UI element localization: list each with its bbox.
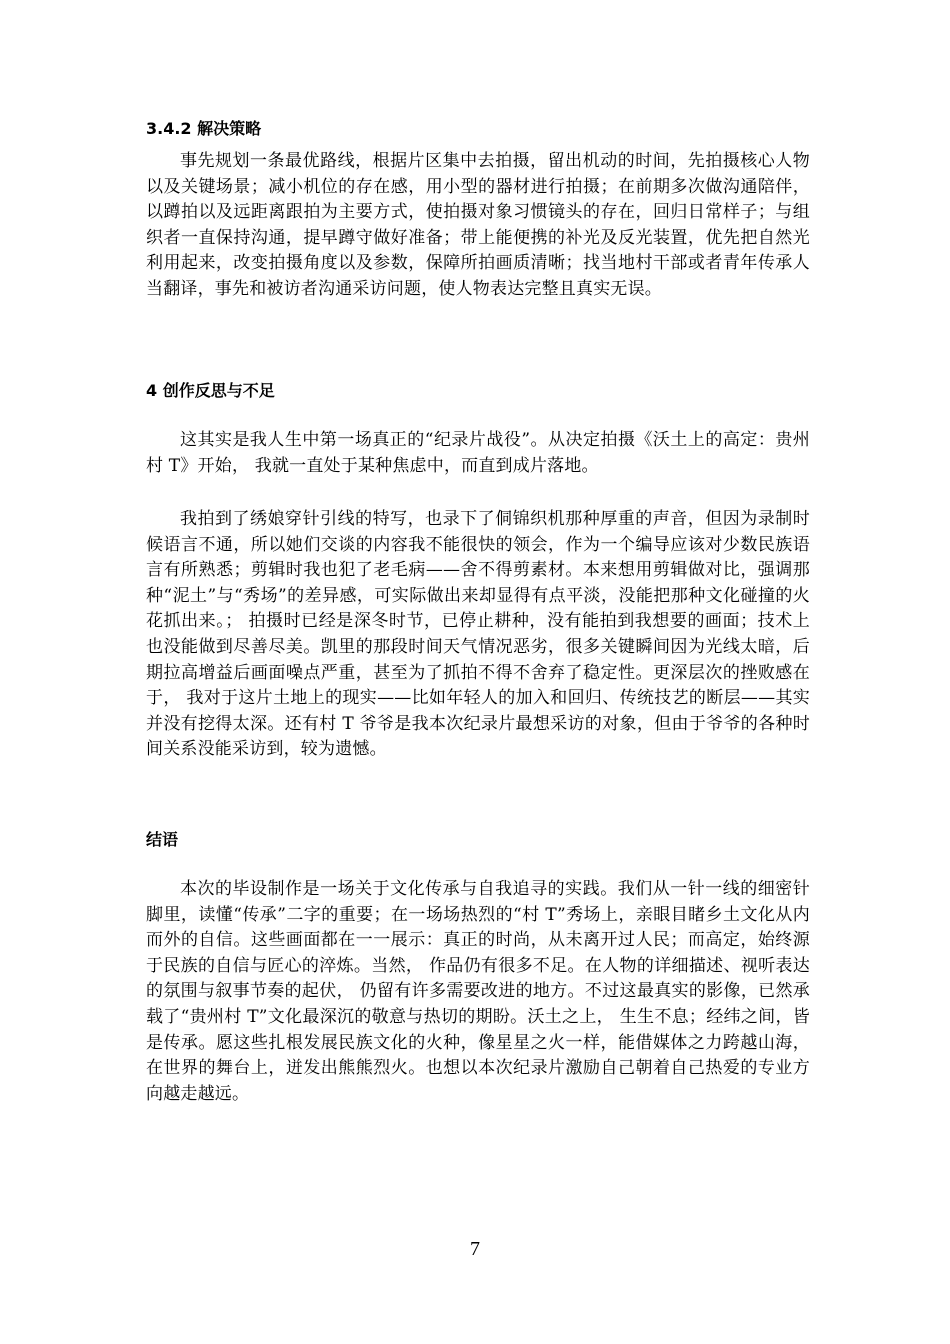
- page-number: 7: [470, 1238, 480, 1260]
- paragraph-reflection-details: 我拍到了绣娘穿针引线的特写，也录下了侗锦织机那种厚重的声音，但因为录制时候语言不通，所以她们交谈的内容我不能很快的领会，作为一个编导应该对少数民族语言有所熟悉；剪辑时我也犯了老毛病——舍不得剪素材。本来想用剪辑做对比，强调那种“泥土”与“秀场”的差异感，可实际做出来却显得有点平淡，没能把那种文化碰撞的火花抓出来。； 拍摄时已经是深冬时节，已停止耕种，没有能拍到我想要的画面；技术上也没能做到尽善尽美。凯里的那段时间天气情况恶劣，很多关键瞬间因为光线太暗，后期拉高增益后画面噪点严重，甚至为了抓拍不得不舍弃了稳定性。更深层次的挫败感在于， 我对于这片土地上的现实——比如年轻人的加入和回归、传统技艺的断层——其实并没有挖得太深。还有村 T 爷爷是我本次纪录片最想采访的对象，但由于爷爷的各种时间关系没能采访到，较为遗憾。: [146, 509, 810, 760]
- section-heading-solutions: 3.4.2 解决策略: [146, 119, 262, 138]
- section-heading-conclusion: 结语: [146, 830, 179, 849]
- paragraph-solutions: 事先规划一条最优路线，根据片区集中去拍摄，留出机动的时间，先拍摄核心人物以及关键场景；减小机位的存在感，用小型的器材进行拍摄；在前期多次做沟通陪伴，以蹲拍以及远距离跟拍为主要方式，使拍摄对象习惯镜头的存在，回归日常样子；与组织者一直保持沟通，提早蹲守做好准备；带上能便携的补光及反光装置，优先把自然光利用起来，改变拍摄角度以及参数，保障所拍画质清晰；找当地村干部或者青年传承人当翻译，事先和被访者沟通采访问题，使人物表达完整且真实无误。: [146, 151, 810, 299]
- paragraph-conclusion: 本次的毕设制作是一场关于文化传承与自我追寻的实践。我们从一针一线的细密针脚里，读懂“传承”二字的重要；在一场场热烈的“村 T”秀场上，亲眼目睹乡土文化从内而外的自信。这些画面都在一一展示：真正的时尚，从未离开过人民；而高定，始终源于民族的自信与匠心的淬炼。当然， 作品仍有很多不足。在人物的详细描述、视听表达的氛围与叙事节奏的起伏， 仍留有许多需要改进的地方。不过这最真实的影像，已然承载了“贵州村 T”文化最深沉的敬意与热切的期盼。沃土之上， 生生不息；经纬之间，皆是传承。愿这些扎根发展民族文化的火种，像星星之火一样，能借媒体之力跨越山海，在世界的舞台上，迸发出熊熊烈火。也想以本次纪录片激励自己朝着自己热爱的专业方向越走越远。: [146, 879, 810, 1104]
- section-heading-reflection: 4 创作反思与不足: [146, 381, 275, 400]
- paragraph-reflection-intro: 这其实是我人生中第一场真正的“纪录片战役”。从决定拍摄《沃土上的高定：贵州村 T》开始， 我就一直处于某种焦虑中，而直到成片落地。: [146, 430, 810, 476]
